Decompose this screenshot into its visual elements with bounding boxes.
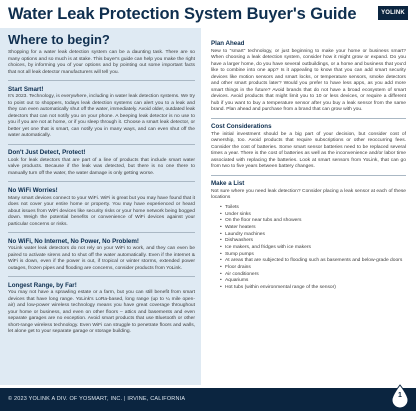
section-title-longest-range: Longest Range, by Far! xyxy=(8,281,77,289)
left-column xyxy=(0,28,201,385)
list-item: • Sump pumps xyxy=(225,252,406,259)
list-item: • Floor drains xyxy=(225,265,406,272)
list-item: • Water heaters xyxy=(225,225,406,232)
footer xyxy=(0,388,416,411)
divider xyxy=(8,232,195,233)
section-body-cost: The initial investment should be a big part of your decision, but consider cost of ownership, too. Avoid products that require subscriptions or other reoccurring fees. Consider the cost of batteries. Some smart sensor batteries need to be replaced several times a year. There is the cost of batteries as well as the inconvenience and/or labor time associated with replacing the batteries. Look at smart sensors from YoLink, that can go from two to five years between battery changes. xyxy=(211,131,406,170)
list-intro: Not sure where you need leak detection? Consider placing a leak sensor at each of these locations xyxy=(211,188,406,201)
section-body-start-smart: It's 2023. Technology, is everywhere, including in water leak detection systems. We try to point out to shoppers, todays leak detection systems can alert you to a leak and they can even automatically shut off the water, immediately. Avoid older, outdated leak detectors that can not notify you on your phone. A beeping leak detector is no use to you if you are not at home, or if you sleep through it. Choose a smart leak detector, or better yet one that is smart, can notify you in many ways, and can even shut off the water automatically. xyxy=(8,94,195,139)
yolink-logo: YOLINK xyxy=(378,6,408,20)
copyright-text: © 2023 YOLINK A DIV. OF YOSMART, INC. | IRVINE, CALIFORNIA xyxy=(8,396,186,402)
list-item: • Air conditioners xyxy=(225,272,406,279)
header xyxy=(0,0,416,26)
section-title-start-smart: Start Smart! xyxy=(8,85,44,93)
section-title-plan-ahead: Plan Ahead xyxy=(211,40,245,47)
section-body-no-wifi-worries: Many smart devices connect to your WiFi. WiFi is great but you may have found that it does not cover your entire home or property. You may have experienced or heard about issues from WiFi devices like security risks or your home network being bogged down. Weigh the potential benefits or convenience of WiFi devices against your particular concerns or risks. xyxy=(8,195,195,227)
section-title-protect: Don't Just Detect, Protect! xyxy=(8,149,86,157)
list-item: • Aquariums xyxy=(225,278,406,285)
section-title-no-problem: No WiFi, No Internet, No Power, No Problem! xyxy=(8,237,139,245)
section-title-make-a-list: Make a List xyxy=(211,180,245,188)
list-item: • Under sinks xyxy=(225,212,406,219)
divider xyxy=(8,181,195,182)
divider xyxy=(8,276,195,277)
list-item: • Dishwashers xyxy=(225,238,406,245)
list-item: • Laundry machines xyxy=(225,232,406,239)
list-item: • Ice makers, and fridges with ice makers xyxy=(225,245,406,252)
section-title-cost: Cost Considerations xyxy=(211,123,272,131)
list-item: • On the floor near tubs and showers xyxy=(225,218,406,225)
section-body-longest-range: You may not have a sprawling estate or a farm, but you can still benefit from smart devices that have long range. YoLink's LoRa-based, long range (up to ¼ mile open-air) and low-power wireless technology means you have great coverage throughout your home or business, and even on other floors – attics and basements and even separate garages are no exception. Avoid smart products that use Bluetooth or other short-range wireless technology. Even WiFi can struggle to penetrate floors and walls, let alone get to your separate garage or storage building. xyxy=(8,290,195,335)
location-list xyxy=(211,205,406,292)
page-title: Water Leak Protection System Buyer's Guide xyxy=(8,5,357,23)
divider xyxy=(211,175,406,176)
divider xyxy=(8,80,195,81)
section-body-plan-ahead: New to "smart" technology, or just beginning to make your home or business smart? When choosing a leak detection system, consider how it might grow or expand. Do you have a larger home, do you have several outbuildings, or a home and business that you'd like to combine into one app? Is it appealing to know that you can add smart security devices like motion sensors and smart locks, or temperature sensors, smoke detectors and other smart products later? Would you prefer to have less apps, as you add more smart things in the future? Avoid brands that do not have a broad ecosystem of smart devices. Avoid products that might limit you to 10 or less devices, or require a different hub if you want to buy a temperature sensor after you buy a leak sensor from the same brand. Plan ahead and purchase from a brand that can grow with you. xyxy=(211,48,406,113)
page-number: 1 xyxy=(398,392,402,399)
intro-paragraph: Shopping for a water leak detection system can be a daunting task. There are so many options and so much is at stake. This buyer's guide can help you make the right choices, by informing you of your options and by pointing out some important facts that not all leak detector manufacturers will tell you. xyxy=(8,50,195,75)
section-title-no-wifi-worries: No WiFi Worries! xyxy=(8,187,58,194)
section-body-no-problem: YoLink water leak detectors do not rely on your WiFi to work, and they can even be paired to activate sirens and to shut off the water automatically. Even if the internet & WiFi is down, even if the power is out, if tropical or winter storms, extended power outages, frozen pipes and flooding are concerns, consider products from YoLink. xyxy=(8,246,195,271)
section-heading: Where to begin? xyxy=(8,32,110,47)
right-column xyxy=(205,28,412,385)
divider xyxy=(211,118,406,119)
divider xyxy=(8,144,195,145)
section-body-protect: Look for leak detectors that are part of a line of products that include smart water valve products. Because if the leak was detected, but there is no one there to manually turn off the water, the water damage is only getting worse. xyxy=(8,157,195,176)
list-item: • At areas that are subjected to flooding such as basements and below-grade doors xyxy=(225,258,406,265)
list-item: • Toilets xyxy=(225,205,406,212)
list-item: • Hot tubs (within environmental range of the sensor) xyxy=(225,285,406,292)
